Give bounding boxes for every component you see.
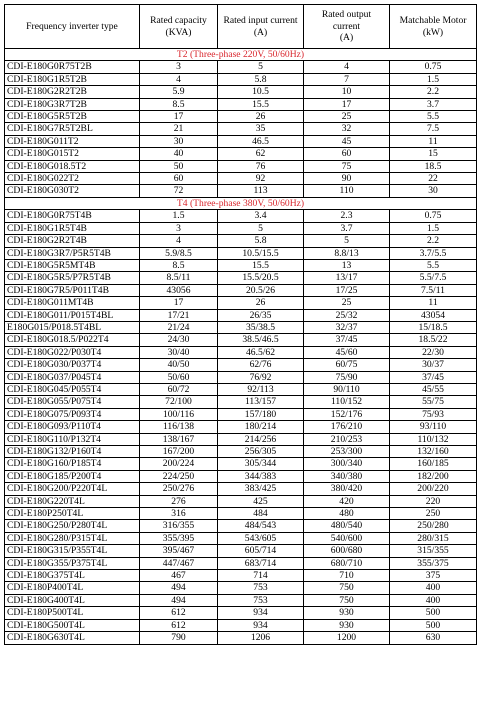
cell-motor: 250/280 <box>390 520 477 532</box>
cell-output-current: 2.3 <box>304 210 390 222</box>
cell-motor: 1.5 <box>390 73 477 85</box>
cell-motor: 182/200 <box>390 470 477 482</box>
table-row <box>5 98 477 110</box>
cell-output-current: 152/176 <box>304 408 390 420</box>
cell-capacity: 50/60 <box>140 371 218 383</box>
cell-capacity: 3 <box>140 61 218 73</box>
cell-input-current: 383/425 <box>218 483 304 495</box>
cell-input-current: 76 <box>218 160 304 172</box>
cell-input-current: 35 <box>218 123 304 135</box>
cell-motor: 43054 <box>390 309 477 321</box>
cell-input-current: 1206 <box>218 632 304 644</box>
cell-input-current: 484/543 <box>218 520 304 532</box>
cell-type: CDI-E180G018.5/P022T4 <box>5 334 140 346</box>
cell-capacity: 24/30 <box>140 334 218 346</box>
cell-capacity: 100/116 <box>140 408 218 420</box>
cell-output-current: 930 <box>304 619 390 631</box>
cell-type: CDI-E180G200/P220T4L <box>5 483 140 495</box>
cell-type: CDI-E180G220T4L <box>5 495 140 507</box>
cell-input-current: 46.5 <box>218 135 304 147</box>
cell-input-current: 683/714 <box>218 557 304 569</box>
cell-input-current: 425 <box>218 495 304 507</box>
cell-motor: 7.5/11 <box>390 284 477 296</box>
cell-input-current: 714 <box>218 570 304 582</box>
cell-type: CDI-E180G250/P280T4L <box>5 520 140 532</box>
cell-capacity: 8.5 <box>140 98 218 110</box>
table-row <box>5 148 477 160</box>
cell-output-current: 60 <box>304 148 390 160</box>
cell-output-current: 4 <box>304 61 390 73</box>
cell-output-current: 10 <box>304 86 390 98</box>
cell-type: CDI-E180P400T4L <box>5 582 140 594</box>
cell-motor: 375 <box>390 570 477 582</box>
cell-motor: 132/160 <box>390 446 477 458</box>
cell-type: CDI-E180G375T4L <box>5 570 140 582</box>
cell-capacity: 138/167 <box>140 433 218 445</box>
cell-capacity: 5.9/8.5 <box>140 247 218 259</box>
cell-capacity: 60 <box>140 173 218 185</box>
cell-type: CDI-E180G132/P160T4 <box>5 446 140 458</box>
table-row <box>5 495 477 507</box>
cell-type: CDI-E180G011T2 <box>5 135 140 147</box>
cell-output-current: 750 <box>304 594 390 606</box>
cell-input-current: 934 <box>218 619 304 631</box>
cell-output-current: 710 <box>304 570 390 582</box>
cell-output-current: 25/32 <box>304 309 390 321</box>
cell-input-current: 305/344 <box>218 458 304 470</box>
cell-type: CDI-E180G630T4L <box>5 632 140 644</box>
cell-motor: 200/220 <box>390 483 477 495</box>
cell-input-current: 484 <box>218 508 304 520</box>
cell-motor: 3.7/5.5 <box>390 247 477 259</box>
cell-capacity: 30/40 <box>140 346 218 358</box>
cell-output-current: 17 <box>304 98 390 110</box>
cell-motor: 15/18.5 <box>390 321 477 333</box>
table-row <box>5 135 477 147</box>
cell-input-current: 26 <box>218 111 304 123</box>
cell-output-current: 5 <box>304 235 390 247</box>
cell-output-current: 75 <box>304 160 390 172</box>
cell-type: CDI-E180G037/P045T4 <box>5 371 140 383</box>
table-row <box>5 309 477 321</box>
cell-type: CDI-E180G093/P110T4 <box>5 421 140 433</box>
cell-output-current: 253/300 <box>304 446 390 458</box>
cell-output-current: 32/37 <box>304 321 390 333</box>
cell-capacity: 447/467 <box>140 557 218 569</box>
cell-type: CDI-E180G3R7T2B <box>5 98 140 110</box>
cell-input-current: 5.8 <box>218 235 304 247</box>
cell-capacity: 250/276 <box>140 483 218 495</box>
cell-capacity: 612 <box>140 607 218 619</box>
cell-type: CDI-E180G160/P185T4 <box>5 458 140 470</box>
cell-capacity: 17 <box>140 297 218 309</box>
cell-capacity: 116/138 <box>140 421 218 433</box>
cell-output-current: 32 <box>304 123 390 135</box>
cell-type: CDI-E180G0R75T4B <box>5 210 140 222</box>
cell-input-current: 344/383 <box>218 470 304 482</box>
table-row <box>5 396 477 408</box>
cell-input-current: 256/305 <box>218 446 304 458</box>
cell-output-current: 380/420 <box>304 483 390 495</box>
cell-motor: 45/55 <box>390 383 477 395</box>
cell-capacity: 3 <box>140 222 218 234</box>
table-row <box>5 508 477 520</box>
cell-output-current: 25 <box>304 111 390 123</box>
cell-type: CDI-E180G015T2 <box>5 148 140 160</box>
cell-output-current: 90 <box>304 173 390 185</box>
cell-capacity: 17/21 <box>140 309 218 321</box>
cell-type: CDI-E180G2R2T2B <box>5 86 140 98</box>
section-row <box>5 49 477 61</box>
cell-type: CDI-E180G5R5T2B <box>5 111 140 123</box>
cell-input-current: 543/605 <box>218 532 304 544</box>
cell-type: CDI-E180G055/P075T4 <box>5 396 140 408</box>
cell-motor: 630 <box>390 632 477 644</box>
cell-capacity: 72 <box>140 185 218 197</box>
cell-capacity: 494 <box>140 582 218 594</box>
table-row <box>5 259 477 271</box>
cell-output-current: 480 <box>304 508 390 520</box>
table-row <box>5 545 477 557</box>
cell-input-current: 38.5/46.5 <box>218 334 304 346</box>
cell-capacity: 316/355 <box>140 520 218 532</box>
cell-capacity: 790 <box>140 632 218 644</box>
cell-type: CDI-E180G7R5T2BL <box>5 123 140 135</box>
cell-input-current: 15.5/20.5 <box>218 272 304 284</box>
cell-type: CDI-E180G110/P132T4 <box>5 433 140 445</box>
cell-input-current: 934 <box>218 607 304 619</box>
cell-type: CDI-E180G022/P030T4 <box>5 346 140 358</box>
cell-output-current: 60/75 <box>304 359 390 371</box>
table-row <box>5 111 477 123</box>
cell-type: CDI-E180G0R75T2B <box>5 61 140 73</box>
cell-type: CDI-E180G500T4L <box>5 619 140 631</box>
cell-capacity: 612 <box>140 619 218 631</box>
table-row <box>5 235 477 247</box>
table-row <box>5 334 477 346</box>
cell-motor: 5.5 <box>390 259 477 271</box>
cell-output-current: 3.7 <box>304 222 390 234</box>
table-row <box>5 619 477 631</box>
cell-capacity: 8.5 <box>140 259 218 271</box>
header-motor: Matchable Motor (kW) <box>390 5 477 49</box>
table-row <box>5 582 477 594</box>
cell-capacity: 72/100 <box>140 396 218 408</box>
section-title: T2 (Three-phase 220V, 50/60Hz) <box>5 49 477 61</box>
cell-output-current: 540/600 <box>304 532 390 544</box>
cell-capacity: 5.9 <box>140 86 218 98</box>
cell-output-current: 480/540 <box>304 520 390 532</box>
cell-input-current: 3.4 <box>218 210 304 222</box>
cell-input-current: 20.5/26 <box>218 284 304 296</box>
cell-type: CDI-E180G315/P355T4L <box>5 545 140 557</box>
cell-capacity: 17 <box>140 111 218 123</box>
cell-motor: 37/45 <box>390 371 477 383</box>
table-row <box>5 73 477 85</box>
cell-motor: 2.2 <box>390 86 477 98</box>
cell-type: CDI-E180G1R5T2B <box>5 73 140 85</box>
cell-motor: 355/375 <box>390 557 477 569</box>
cell-motor: 30/37 <box>390 359 477 371</box>
cell-type: CDI-E180G400T4L <box>5 594 140 606</box>
cell-type: CDI-E180G030/P037T4 <box>5 359 140 371</box>
header-row <box>5 5 477 49</box>
cell-input-current: 62 <box>218 148 304 160</box>
cell-capacity: 4 <box>140 235 218 247</box>
table-row <box>5 607 477 619</box>
cell-motor: 18.5/22 <box>390 334 477 346</box>
table-row <box>5 61 477 73</box>
header-capacity: Rated capacity (KVA) <box>140 5 218 49</box>
cell-input-current: 15.5 <box>218 98 304 110</box>
cell-type: CDI-E180G3R7/P5R5T4B <box>5 247 140 259</box>
cell-capacity: 494 <box>140 594 218 606</box>
table-row <box>5 346 477 358</box>
cell-type: CDI-E180P250T4L <box>5 508 140 520</box>
cell-output-current: 110/152 <box>304 396 390 408</box>
cell-motor: 75/93 <box>390 408 477 420</box>
table-row <box>5 123 477 135</box>
cell-type: CDI-E180G075/P093T4 <box>5 408 140 420</box>
cell-input-current: 5 <box>218 61 304 73</box>
cell-type: CDI-E180G018.5T2 <box>5 160 140 172</box>
table-row <box>5 359 477 371</box>
cell-motor: 0.75 <box>390 61 477 73</box>
cell-motor: 5.5 <box>390 111 477 123</box>
table-row <box>5 210 477 222</box>
cell-input-current: 10.5 <box>218 86 304 98</box>
cell-output-current: 600/680 <box>304 545 390 557</box>
cell-motor: 5.5/7.5 <box>390 272 477 284</box>
table-row <box>5 594 477 606</box>
cell-output-current: 17/25 <box>304 284 390 296</box>
cell-output-current: 210/253 <box>304 433 390 445</box>
cell-capacity: 200/224 <box>140 458 218 470</box>
table-row <box>5 433 477 445</box>
cell-type: CDI-E180G5R5MT4B <box>5 259 140 271</box>
table-row <box>5 297 477 309</box>
cell-motor: 2.2 <box>390 235 477 247</box>
cell-motor: 22/30 <box>390 346 477 358</box>
table-row <box>5 284 477 296</box>
cell-output-current: 300/340 <box>304 458 390 470</box>
cell-input-current: 46.5/62 <box>218 346 304 358</box>
cell-motor: 315/355 <box>390 545 477 557</box>
cell-capacity: 276 <box>140 495 218 507</box>
cell-motor: 110/132 <box>390 433 477 445</box>
cell-motor: 0.75 <box>390 210 477 222</box>
header-type: Frequency inverter type <box>5 5 140 49</box>
cell-capacity: 316 <box>140 508 218 520</box>
cell-output-current: 340/380 <box>304 470 390 482</box>
cell-output-current: 110 <box>304 185 390 197</box>
cell-capacity: 8.5/11 <box>140 272 218 284</box>
cell-type: CDI-E180G030T2 <box>5 185 140 197</box>
cell-capacity: 395/467 <box>140 545 218 557</box>
cell-input-current: 753 <box>218 582 304 594</box>
cell-output-current: 37/45 <box>304 334 390 346</box>
cell-output-current: 75/90 <box>304 371 390 383</box>
table-row <box>5 446 477 458</box>
table-row <box>5 173 477 185</box>
cell-input-current: 5.8 <box>218 73 304 85</box>
cell-motor: 11 <box>390 297 477 309</box>
cell-input-current: 62/76 <box>218 359 304 371</box>
cell-output-current: 25 <box>304 297 390 309</box>
cell-motor: 7.5 <box>390 123 477 135</box>
table-row <box>5 371 477 383</box>
cell-capacity: 1.5 <box>140 210 218 222</box>
table-row <box>5 557 477 569</box>
cell-motor: 3.7 <box>390 98 477 110</box>
cell-input-current: 15.5 <box>218 259 304 271</box>
cell-type: CDI-E180G022T2 <box>5 173 140 185</box>
table-row <box>5 272 477 284</box>
cell-capacity: 355/395 <box>140 532 218 544</box>
cell-type: CDI-E180G185/P200T4 <box>5 470 140 482</box>
header-output-current: Rated output current (A) <box>304 5 390 49</box>
cell-output-current: 176/210 <box>304 421 390 433</box>
cell-motor: 93/110 <box>390 421 477 433</box>
cell-capacity: 467 <box>140 570 218 582</box>
cell-output-current: 45 <box>304 135 390 147</box>
cell-output-current: 1200 <box>304 632 390 644</box>
cell-output-current: 7 <box>304 73 390 85</box>
cell-type: CDI-E180G1R5T4B <box>5 222 140 234</box>
cell-motor: 18.5 <box>390 160 477 172</box>
cell-motor: 15 <box>390 148 477 160</box>
cell-input-current: 113 <box>218 185 304 197</box>
header-input-current: Rated input current (A) <box>218 5 304 49</box>
table-row <box>5 160 477 172</box>
cell-output-current: 420 <box>304 495 390 507</box>
cell-type: CDI-E180G355/P375T4L <box>5 557 140 569</box>
table-row <box>5 321 477 333</box>
table-row <box>5 570 477 582</box>
cell-capacity: 40 <box>140 148 218 160</box>
cell-input-current: 157/180 <box>218 408 304 420</box>
cell-motor: 500 <box>390 607 477 619</box>
table-row <box>5 470 477 482</box>
cell-output-current: 45/60 <box>304 346 390 358</box>
cell-input-current: 26 <box>218 297 304 309</box>
table-row <box>5 520 477 532</box>
cell-type: CDI-E180G7R5/P011T4B <box>5 284 140 296</box>
table-row <box>5 632 477 644</box>
cell-type: CDI-E180G045/P055T4 <box>5 383 140 395</box>
cell-type: CDI-E180G280/P315T4L <box>5 532 140 544</box>
cell-input-current: 92 <box>218 173 304 185</box>
cell-motor: 160/185 <box>390 458 477 470</box>
cell-output-current: 8.8/13 <box>304 247 390 259</box>
cell-input-current: 92/113 <box>218 383 304 395</box>
cell-input-current: 753 <box>218 594 304 606</box>
table-row <box>5 408 477 420</box>
cell-motor: 22 <box>390 173 477 185</box>
cell-input-current: 35/38.5 <box>218 321 304 333</box>
cell-type: CDI-E180G011MT4B <box>5 297 140 309</box>
cell-motor: 500 <box>390 619 477 631</box>
cell-input-current: 113/157 <box>218 396 304 408</box>
cell-motor: 280/315 <box>390 532 477 544</box>
table-row <box>5 185 477 197</box>
cell-type: CDI-E180G011/P015T4BL <box>5 309 140 321</box>
table-row <box>5 86 477 98</box>
cell-motor: 1.5 <box>390 222 477 234</box>
table-row <box>5 383 477 395</box>
cell-input-current: 214/256 <box>218 433 304 445</box>
cell-input-current: 10.5/15.5 <box>218 247 304 259</box>
cell-type: CDI-E180G2R2T4B <box>5 235 140 247</box>
cell-motor: 11 <box>390 135 477 147</box>
cell-motor: 220 <box>390 495 477 507</box>
cell-input-current: 76/92 <box>218 371 304 383</box>
table-row <box>5 222 477 234</box>
cell-input-current: 26/35 <box>218 309 304 321</box>
cell-output-current: 13 <box>304 259 390 271</box>
cell-output-current: 13/17 <box>304 272 390 284</box>
cell-input-current: 605/714 <box>218 545 304 557</box>
cell-capacity: 40/50 <box>140 359 218 371</box>
cell-capacity: 224/250 <box>140 470 218 482</box>
table-row <box>5 483 477 495</box>
cell-output-current: 90/110 <box>304 383 390 395</box>
cell-type: E180G015/P018.5T4BL <box>5 321 140 333</box>
cell-capacity: 30 <box>140 135 218 147</box>
cell-capacity: 60/72 <box>140 383 218 395</box>
cell-type: CDI-E180G5R5/P7R5T4B <box>5 272 140 284</box>
cell-motor: 250 <box>390 508 477 520</box>
cell-capacity: 43056 <box>140 284 218 296</box>
cell-input-current: 180/214 <box>218 421 304 433</box>
cell-motor: 400 <box>390 582 477 594</box>
section-title: T4 (Three-phase 380V, 50/60Hz) <box>5 197 477 209</box>
section-row <box>5 197 477 209</box>
cell-motor: 55/75 <box>390 396 477 408</box>
cell-output-current: 680/710 <box>304 557 390 569</box>
table-row <box>5 458 477 470</box>
cell-capacity: 21/24 <box>140 321 218 333</box>
cell-output-current: 750 <box>304 582 390 594</box>
table-row <box>5 532 477 544</box>
spec-body <box>5 49 477 645</box>
cell-capacity: 167/200 <box>140 446 218 458</box>
cell-input-current: 5 <box>218 222 304 234</box>
inverter-spec-table <box>4 4 477 645</box>
cell-capacity: 4 <box>140 73 218 85</box>
cell-capacity: 50 <box>140 160 218 172</box>
table-row <box>5 421 477 433</box>
cell-output-current: 930 <box>304 607 390 619</box>
cell-motor: 30 <box>390 185 477 197</box>
cell-motor: 400 <box>390 594 477 606</box>
cell-capacity: 21 <box>140 123 218 135</box>
cell-type: CDI-E180P500T4L <box>5 607 140 619</box>
table-row <box>5 247 477 259</box>
